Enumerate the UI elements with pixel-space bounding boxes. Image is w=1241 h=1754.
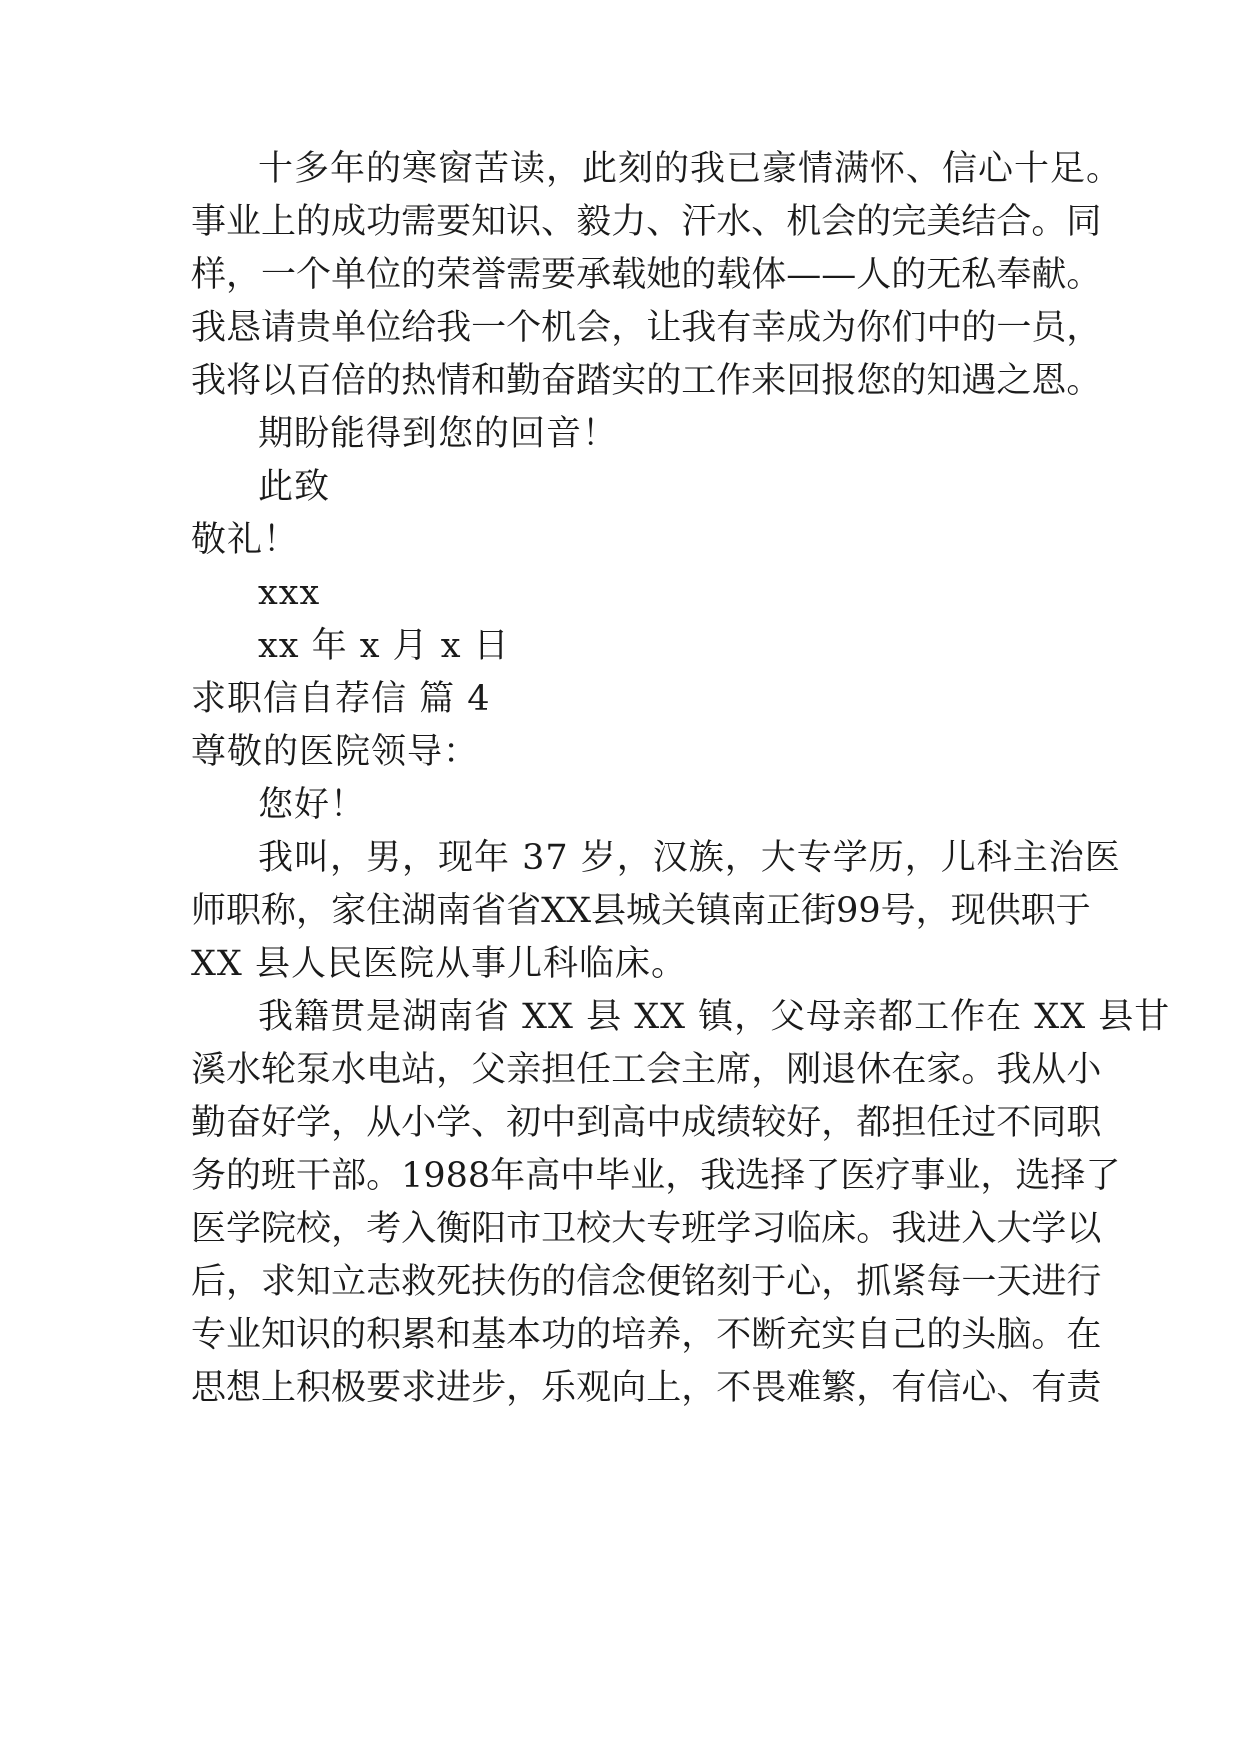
paragraph-line: 我籍贯是湖南省 XX 县 XX 镇，父母亲都工作在 XX 县甘 xyxy=(258,997,1171,1037)
signature-name: xxx xyxy=(258,573,321,613)
paragraph-line: 我叫，男，现年 37 岁，汉族，大专学历，儿科主治医 xyxy=(258,838,1121,878)
paragraph-line: XX 县人民医院从事儿科临床。 xyxy=(191,944,687,984)
paragraph-line: 思 想 上 积 极 要 求 进 步 ， 乐 观 向 上 ， 不 畏 难 繁 ， 有 信 心 、 有 责 xyxy=(191,1368,1102,1408)
paragraph-line: 溪 水 轮 泵 水 电 站 ， 父 亲 担 任 工 会 主 席 ， 刚 退 休 在 家 。 我 从 小 xyxy=(191,1050,1102,1090)
paragraph-line: 务 的 班 干 部 。 1988 年 高 中 毕 业 ， 我 选 择 了 医 疗 事 业 ， 选 择 了 xyxy=(191,1156,1121,1196)
salutation-line: 此致 xyxy=(258,467,331,507)
paragraph-line: 我 恳 请 贵 单 位 给 我 一 个 机 会 ， 让 我 有 幸 成 为 你 们 中 的 一 员 ， xyxy=(191,308,1102,348)
section-heading: 求职信自荐信 篇 4 xyxy=(191,679,491,719)
signature-date: xx 年 x 月 x 日 xyxy=(258,626,510,666)
paragraph-line: 医 学 院 校 ， 考 入 衡 阳 市 卫 校 大 专 班 学 习 临 床 。 我 进 入 大 学 以 xyxy=(191,1209,1102,1249)
paragraph-line: 样 ， 一 个 单 位 的 荣 誉 需 要 承 载 她 的 载 体 — — 人 的 无 私 奉 献 。 xyxy=(191,255,1102,295)
greeting-line: 您好！ xyxy=(258,785,367,825)
paragraph-line: 十多年的寒窗苦读，此刻的我已豪情满怀、信心十足。 xyxy=(258,149,1123,189)
paragraph-line: 师 职 称 ， 家 住 湖 南 省 省 XX 县 城 关 镇 南 正 街 99 号 ， 现 供 职 于 xyxy=(191,891,1091,931)
paragraph-line: 勤 奋 好 学 ， 从 小 学 、 初 中 到 高 中 成 绩 较 好 ， 都 担 任 过 不 同 职 xyxy=(191,1103,1102,1143)
closing-line: 期盼能得到您的回音！ xyxy=(258,414,619,454)
greeting-recipient: 尊敬的医院领导： xyxy=(191,732,480,772)
paragraph-line: 事 业 上 的 成 功 需 要 知 识 、 毅 力 、 汗 水 、 机 会 的 完 美 结 合 。 同 xyxy=(191,202,1102,242)
paragraph-line: 我 将 以 百 倍 的 热 情 和 勤 奋 踏 实 的 工 作 来 回 报 您 的 知 遇 之 恩 。 xyxy=(191,361,1102,401)
paragraph-line: 专 业 知 识 的 积 累 和 基 本 功 的 培 养 ， 不 断 充 实 自 己 的 头 脑 。 在 xyxy=(191,1315,1102,1355)
paragraph-line: 后 ， 求 知 立 志 救 死 扶 伤 的 信 念 便 铭 刻 于 心 ， 抓 紧 每 一 天 进 行 xyxy=(191,1262,1102,1302)
salutation-line: 敬礼！ xyxy=(191,520,300,560)
